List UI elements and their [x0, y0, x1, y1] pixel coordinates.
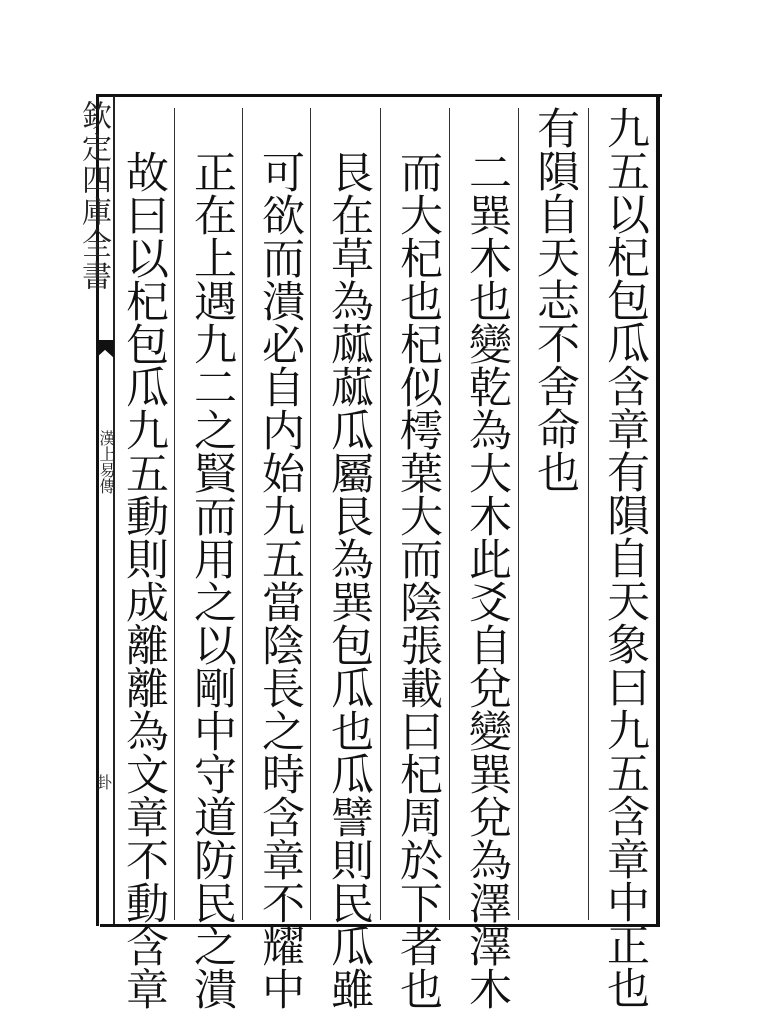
text-column-8: 故曰以杞包瓜九五動則成離離為文章不動含章: [119, 150, 169, 1010]
frame-top-border: [96, 94, 662, 97]
column-rule: [380, 108, 381, 920]
text-column-2: 有隕自天志不舍命也: [530, 106, 580, 493]
text-column-1: 九五以杞包瓜含章有隕自天象曰九五含章中正也: [600, 106, 650, 1009]
banxin-subtitle: 漢上易傳: [97, 430, 116, 494]
text-column-4: 而大杞也杞似樗葉大而陰張載曰杞周於下者也: [393, 150, 443, 1010]
column-rule: [518, 108, 519, 920]
frame-bottom-border: [100, 924, 660, 927]
text-column-3: 二巽木也變乾為大木此爻自兌變巽兌為澤澤木: [462, 150, 512, 1010]
column-rule: [310, 108, 311, 920]
center-fold-rule: [113, 96, 115, 924]
text-column-6: 可欲而潰必自内始九五當陰長之時含章不耀中: [255, 150, 305, 1010]
text-column-5: 艮在草為蓏蓏瓜屬艮為巽包瓜也瓜譬則民瓜雖: [324, 150, 374, 1010]
column-rule: [242, 108, 243, 920]
column-rule: [174, 108, 175, 920]
column-rule: [588, 108, 589, 920]
banxin-page-mark: 卦: [96, 773, 113, 792]
column-rule: [449, 108, 450, 920]
frame-right-border: [656, 94, 660, 926]
banxin-title: 欽定四庫全書: [76, 100, 111, 292]
text-column-7: 正在上遇九二之賢而用之以剛中守道防民之潰: [187, 150, 237, 1010]
